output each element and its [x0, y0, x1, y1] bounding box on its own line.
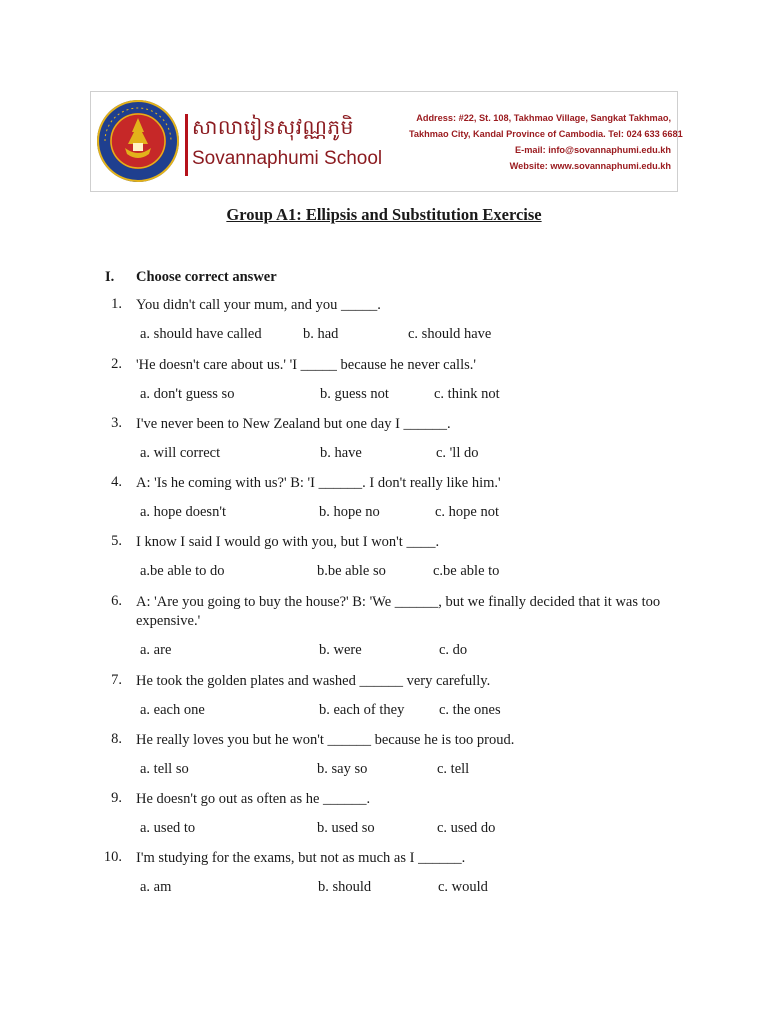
answer-option: a. should have called: [140, 326, 262, 342]
question-number: 5.: [111, 533, 122, 549]
answer-option: a. tell so: [140, 761, 189, 777]
school-name-khmer: សាលារៀនសុវណ្ណភូមិ: [192, 115, 354, 139]
section-title: Choose correct answer: [136, 269, 277, 285]
question-text: He took the golden plates and washed ______ very carefully.: [136, 673, 491, 689]
answer-option: b.be able so: [317, 563, 386, 579]
answer-option: a. am: [140, 879, 172, 895]
divider-bar: [185, 114, 188, 176]
answer-option: c. hope not: [435, 504, 500, 520]
question-number: 4.: [111, 474, 122, 490]
address-line-2: Takhmao City, Kandal Province of Cambodia. Tel: 024 633 6681: [409, 129, 683, 139]
answer-option: b. say so: [317, 761, 368, 777]
answer-option: b. hope no: [319, 504, 380, 520]
question-text: A: 'Is he coming with us?' B: 'I ______. I don't really like him.': [136, 475, 501, 491]
answer-option: c.be able to: [433, 563, 500, 579]
question-text: He doesn't go out as often as he ______.: [136, 791, 371, 807]
question-number: 1.: [111, 296, 122, 312]
section-heading: [105, 269, 277, 286]
contact-info: [409, 110, 683, 174]
page-title: Group A1: Ellipsis and Substitution Exercise: [226, 205, 542, 224]
question-text: A: 'Are you going to buy the house?' B: 'We ______, but we finally decided that it was too expensive.': [136, 594, 661, 629]
question-number: 8.: [111, 731, 122, 747]
answer-option: a. hope doesn't: [140, 504, 226, 520]
question-number: 2.: [111, 356, 122, 372]
answer-option: b. have: [320, 445, 362, 461]
answer-option: b. should: [318, 879, 372, 895]
answer-option: c. should have: [408, 326, 492, 342]
question-text: I know I said I would go with you, but I won't ____.: [136, 534, 440, 550]
answer-option: a. each one: [140, 702, 205, 718]
school-logo: [95, 98, 181, 184]
question-number: 10.: [103, 849, 122, 865]
answer-option: a. will correct: [140, 445, 221, 461]
answer-option: c. 'll do: [436, 445, 479, 461]
answer-option: a. are: [140, 642, 172, 658]
question-number: 9.: [111, 790, 122, 806]
question-number: 6.: [111, 593, 122, 609]
email: E-mail: info@sovannaphumi.edu.kh: [515, 145, 671, 155]
school-letterhead: [90, 91, 683, 192]
answer-option: b. each of they: [319, 702, 405, 718]
answer-option: a.be able to do: [140, 563, 225, 579]
answer-option: c. do: [439, 642, 468, 658]
answer-option: b. used so: [317, 820, 375, 836]
answer-option: c. used do: [437, 820, 496, 836]
answer-option: b. guess not: [320, 386, 389, 402]
website: Website: www.sovannaphumi.edu.kh: [509, 161, 671, 171]
question-text: You didn't call your mum, and you _____.: [136, 297, 381, 313]
question-text: I've never been to New Zealand but one day I ______.: [136, 416, 451, 432]
answer-option: c. the ones: [439, 702, 501, 718]
question-text: I'm studying for the exams, but not as much as I ______.: [136, 850, 466, 866]
question-text: He really loves you but he won't ______ because he is too proud.: [136, 732, 515, 748]
answer-option: c. would: [438, 879, 488, 895]
answer-option: c. think not: [434, 386, 500, 402]
question-number: 3.: [111, 415, 122, 431]
question-number: 7.: [111, 672, 122, 688]
answer-option: a. don't guess so: [140, 386, 235, 402]
question-text: 'He doesn't care about us.' 'I _____ because he never calls.': [136, 357, 476, 373]
answer-option: b. were: [319, 642, 362, 658]
section-number: I.: [105, 269, 115, 285]
answer-option: b. had: [303, 326, 339, 342]
address-line-1: Address: #22, St. 108, Takhmao Village, Sangkat Takhmao,: [416, 113, 671, 123]
school-name: Sovannaphumi School: [192, 148, 383, 169]
answer-option: c. tell: [437, 761, 470, 777]
answer-option: a. used to: [140, 820, 196, 836]
